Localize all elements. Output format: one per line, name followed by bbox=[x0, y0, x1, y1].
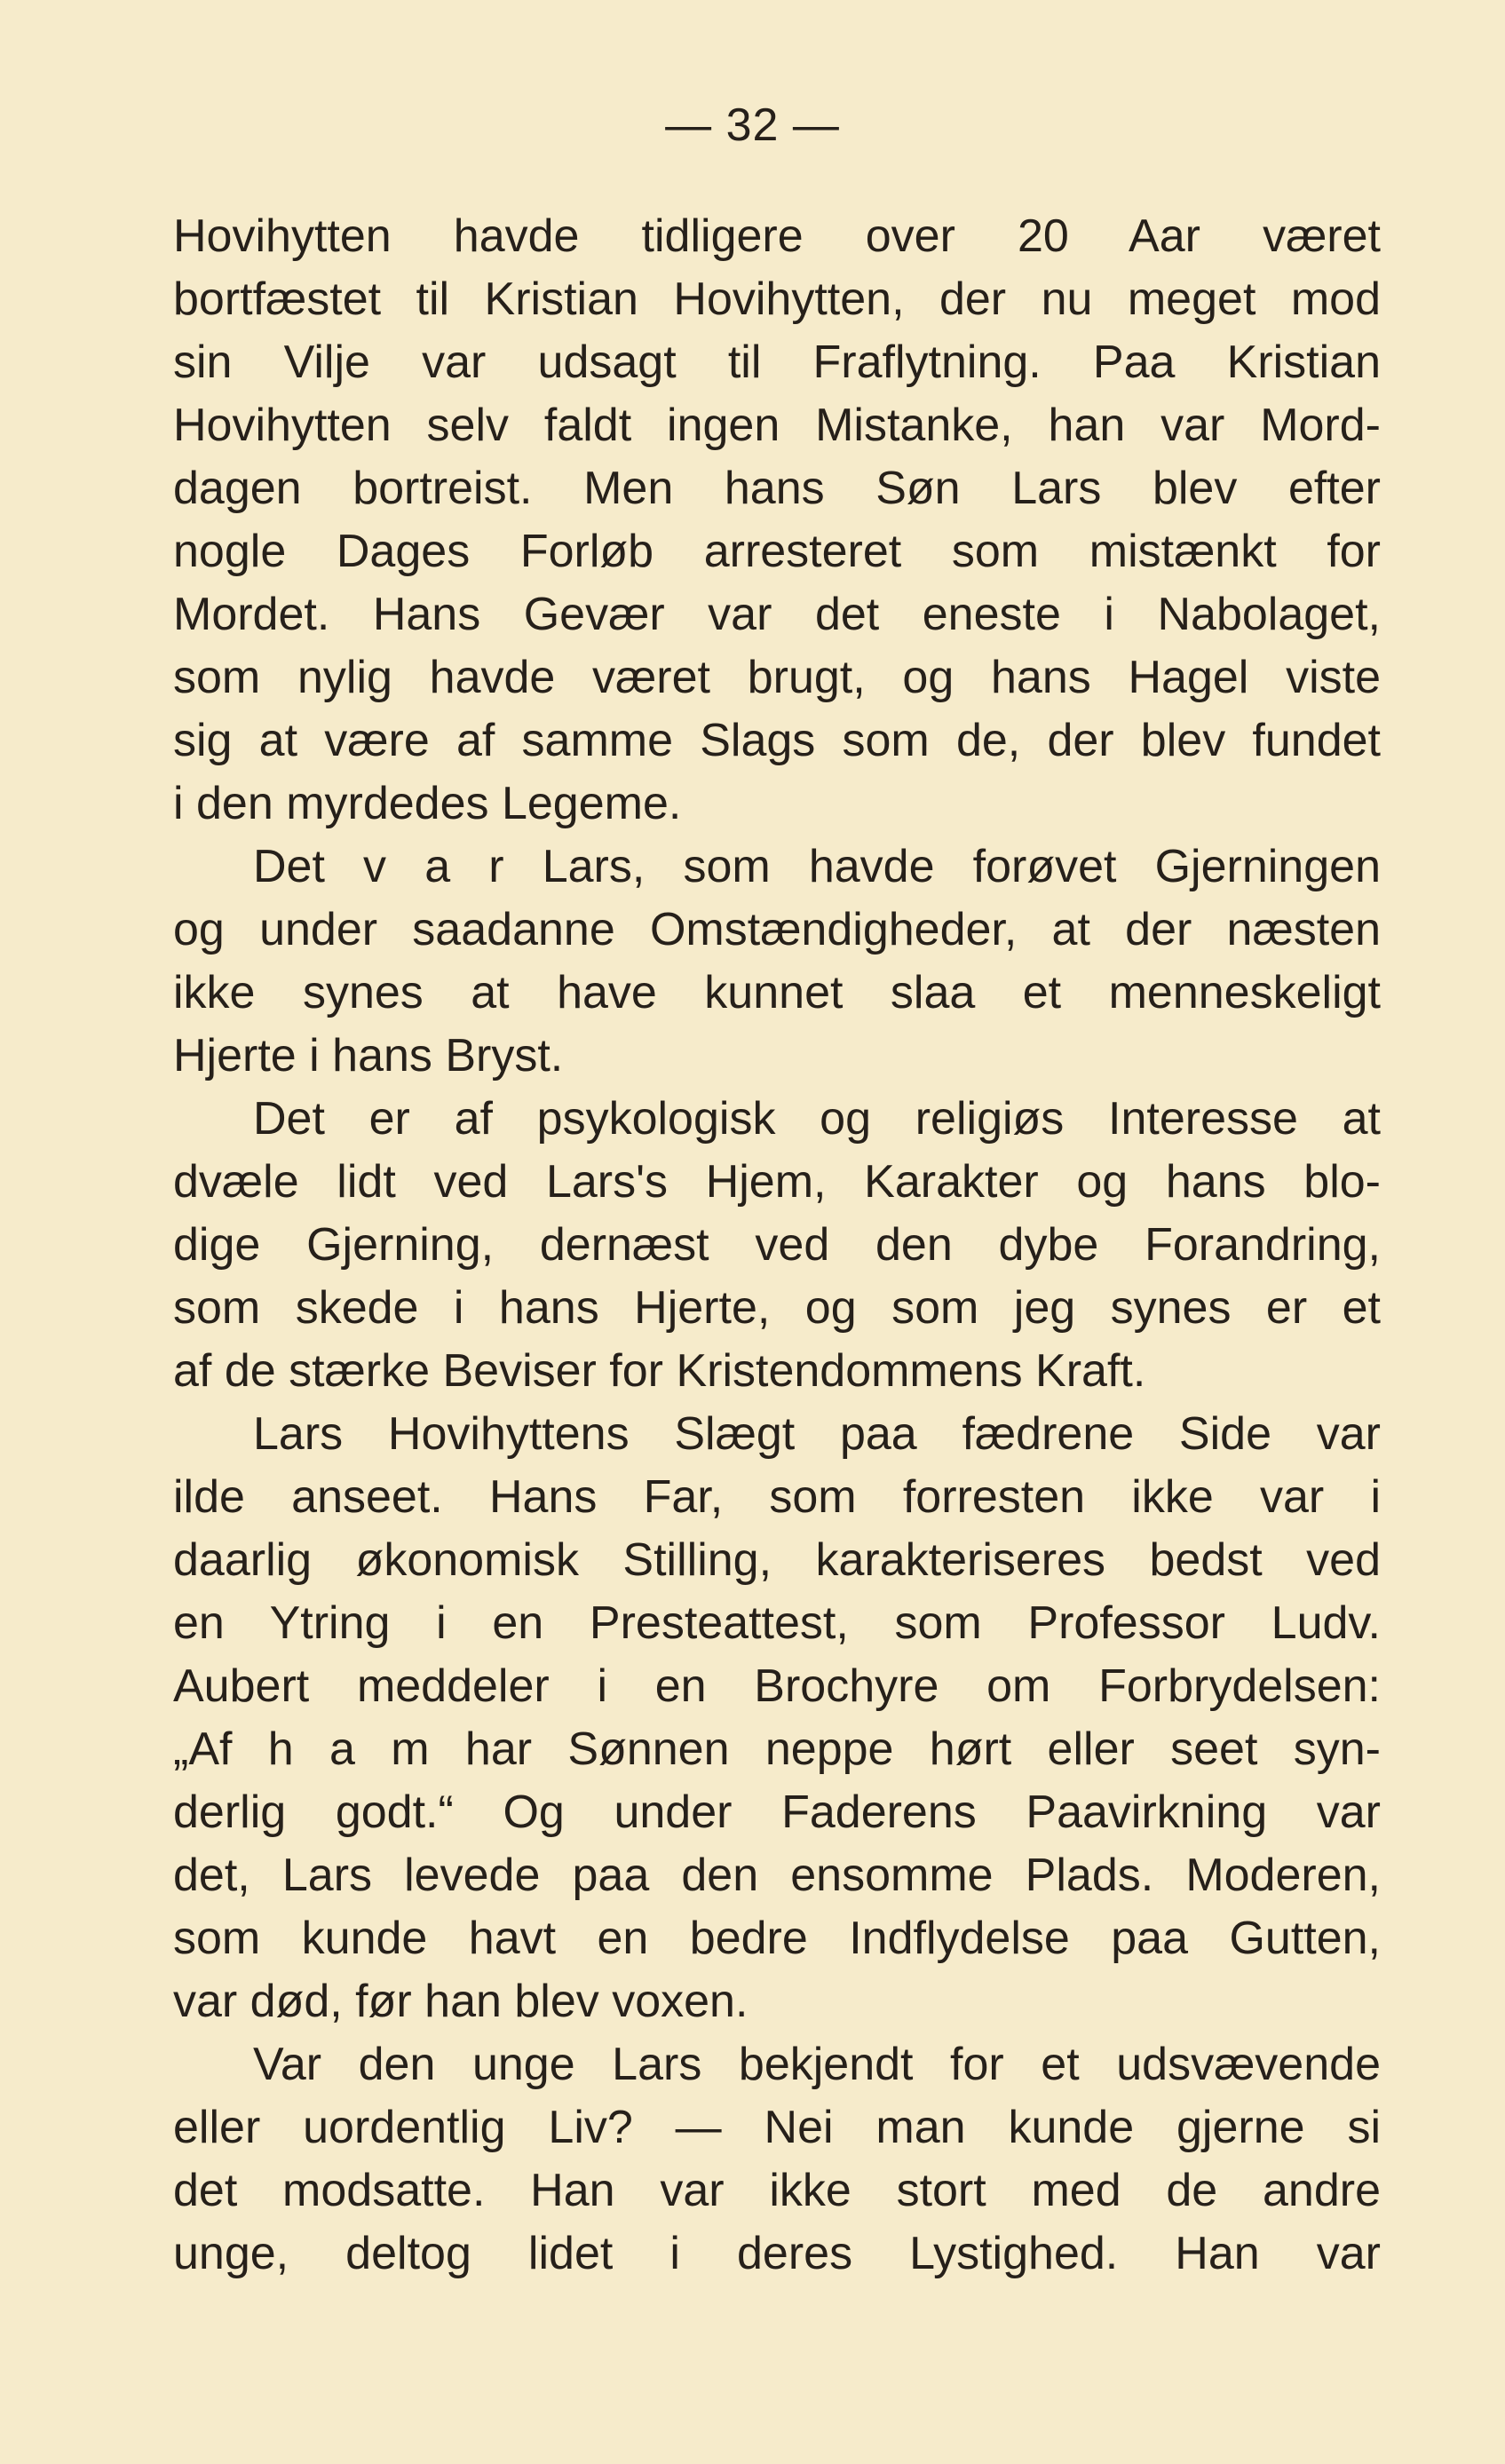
text-line: ilde anseet. Hans Far, som forresten ikke var i bbox=[173, 1471, 1381, 1523]
text-line: Det er af psykologisk og religiøs Interesse at bbox=[253, 1093, 1381, 1145]
text-line: Lars Hovihyttens Slægt paa fædrene Side var bbox=[253, 1408, 1381, 1460]
text-line: sig at være af samme Slags som de, der blev fundet bbox=[173, 715, 1381, 766]
text-line: Hovihytten havde tidligere over 20 Aar været bbox=[173, 210, 1381, 262]
text-line: en Ytring i en Presteattest, som Professor Ludv. bbox=[173, 1597, 1381, 1649]
text-line: Hovihytten selv faldt ingen Mistanke, han var Mord- bbox=[173, 400, 1381, 451]
text-line: som skede i hans Hjerte, og som jeg synes er et bbox=[173, 1282, 1381, 1334]
text-line: af de stærke Beviser for Kristendommens Kraft. bbox=[173, 1345, 1146, 1397]
text-line: dvæle lidt ved Lars's Hjem, Karakter og hans blo- bbox=[173, 1156, 1381, 1208]
text-line: sin Vilje var udsagt til Fraflytning. Paa Kristian bbox=[173, 337, 1381, 388]
text-line: daarlig økonomisk Stilling, karakteriseres bedst ved bbox=[173, 1534, 1381, 1586]
text-line: ikke synes at have kunnet slaa et menneskeligt bbox=[173, 967, 1381, 1018]
text-line: „Af h a m har Sønnen neppe hørt eller seet syn- bbox=[173, 1723, 1381, 1775]
text-line: Mordet. Hans Gevær var det eneste i Nabolaget, bbox=[173, 589, 1381, 640]
text-line: unge, deltog lidet i deres Lystighed. Han var bbox=[173, 2228, 1381, 2279]
text-line: Aubert meddeler i en Brochyre om Forbrydelsen: bbox=[173, 1660, 1381, 1712]
text-line: som kunde havt en bedre Indflydelse paa Gutten, bbox=[173, 1913, 1381, 1964]
text-line: dige Gjerning, dernæst ved den dybe Forandring, bbox=[173, 1219, 1381, 1271]
text-line: Var den unge Lars bekjendt for et udsvævende bbox=[253, 2039, 1381, 2090]
text-line: Det v a r Lars, som havde forøvet Gjerningen bbox=[253, 841, 1381, 892]
body-text bbox=[173, 205, 1381, 2286]
text-line: dagen bortreist. Men hans Søn Lars blev efter bbox=[173, 463, 1381, 514]
text-line: i den myrdedes Legeme. bbox=[173, 778, 682, 829]
text-line: var død, før han blev voxen. bbox=[173, 1976, 749, 2027]
text-line: det modsatte. Han var ikke stort med de andre bbox=[173, 2165, 1381, 2216]
text-line: som nylig havde været brugt, og hans Hagel viste bbox=[173, 652, 1381, 703]
text-line: bortfæstet til Kristian Hovihytten, der nu meget mod bbox=[173, 273, 1381, 325]
page-number: — 32 — bbox=[665, 99, 840, 151]
text-line: derlig godt.“ Og under Faderens Paavirkning var bbox=[173, 1787, 1381, 1838]
text-line: det, Lars levede paa den ensomme Plads. Moderen, bbox=[173, 1850, 1381, 1901]
text-line: eller uordentlig Liv? — Nei man kunde gjerne si bbox=[173, 2102, 1381, 2153]
text-line: nogle Dages Forløb arresteret som mistænkt for bbox=[173, 526, 1381, 577]
text-line: og under saadanne Omstændigheder, at der næsten bbox=[173, 904, 1381, 955]
text-line: Hjerte i hans Bryst. bbox=[173, 1030, 564, 1081]
